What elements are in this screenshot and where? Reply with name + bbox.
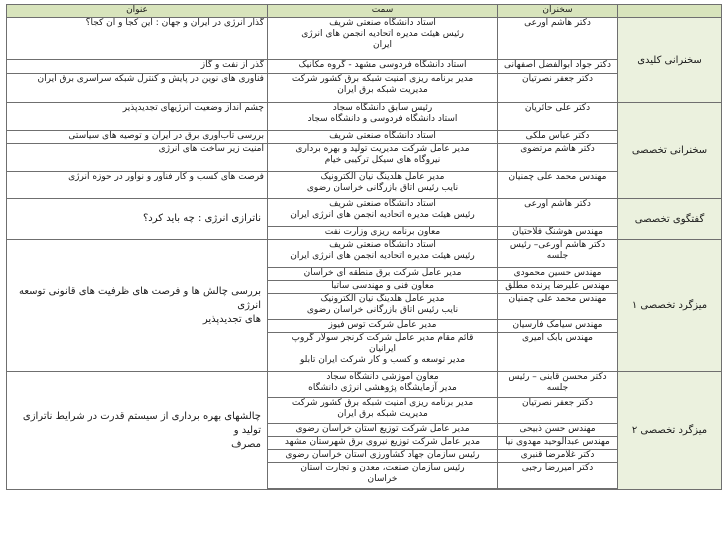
- speaker-cell: دکتر هاشم اورعی– رئیس جلسه: [498, 240, 618, 268]
- role-line: استاد دانشگاه فردوسی و دانشگاه سجاد: [307, 114, 458, 124]
- role-cell: [268, 450, 498, 463]
- speaker-cell: مهندس عبدالوحید مهدوی نیا: [498, 437, 618, 450]
- role-line: استاد دانشگاه صنعتی شریف: [329, 240, 436, 250]
- spacer-cell: [268, 489, 498, 490]
- role-line: مدیر عامل هلدینگ نیان الکترونیک: [320, 294, 445, 304]
- role-line: رئیس هیئت مدیره اتحادیه انجمن های انرژی: [301, 29, 464, 39]
- title-line: گذر از نفت و گاز: [200, 60, 264, 70]
- title-line: بررسی تاب‌آوری برق در ایران و توصیه های سیاستی: [68, 131, 264, 141]
- role-line: رئیس سابق دانشگاه سجاد: [332, 103, 433, 113]
- role-cell: [268, 74, 498, 103]
- header-speaker: سخنران: [498, 5, 618, 18]
- table-row: [7, 240, 722, 268]
- title-line: ناترازی انرژی : چه باید کرد؟: [142, 213, 261, 224]
- speaker-cell: دکتر جواد ابوالفضل اصفهانی: [498, 60, 618, 74]
- table-row: [7, 103, 722, 131]
- role-line: خراسان: [367, 474, 398, 484]
- speaker-cell: دکتر هاشم اورعی: [498, 199, 618, 227]
- session-dialogue: گفتگوی تخصصی: [618, 199, 722, 240]
- speaker-cell: دکتر هاشم مرتضوی: [498, 144, 618, 172]
- speaker-cell: [498, 372, 618, 398]
- header-title: عنوان: [7, 5, 268, 18]
- role-line: ایرانیان: [368, 344, 397, 354]
- table-row: [7, 60, 722, 74]
- role-cell: [268, 398, 498, 424]
- role-cell: [268, 320, 498, 333]
- role-line: رئیس سازمان جهاد کشاورزی استان خراسان رضوی: [285, 450, 480, 460]
- title-cell: [7, 103, 268, 131]
- program-table: [6, 4, 722, 490]
- speaker-cell: دکتر عباس ملکی: [498, 131, 618, 144]
- table-row: [7, 131, 722, 144]
- speaker-cell: دکتر هاشم اورعی: [498, 18, 618, 60]
- role-cell: [268, 437, 498, 450]
- title-line: های تجدیدپذیر: [202, 313, 261, 325]
- role-cell: [268, 131, 498, 144]
- role-cell: [268, 240, 498, 268]
- title-line: بررسی چالش ها و فرصت های ظرفیت های قانونی توسعه انرژی: [18, 285, 261, 311]
- role-line: رئیس سازمان صنعت، معدن و تجارت استان: [300, 463, 465, 473]
- role-cell: [268, 199, 498, 227]
- role-cell: [268, 60, 498, 74]
- title-cell: [7, 144, 268, 172]
- role-line: مدیر عامل شرکت توزیع استان خراسان رضوی: [295, 424, 470, 434]
- speaker-cell: دکتر علی حائریان: [498, 103, 618, 131]
- speaker-cell: مهندس محمد علی چمنیان: [498, 172, 618, 199]
- role-line: مدیر برنامه ریزی امنیت شبکه برق کشور شرکت: [291, 74, 474, 84]
- table-row: [7, 18, 722, 60]
- speaker-cell: مهندس هوشنگ فلاحتیان: [498, 227, 618, 240]
- title-line: فناوری های نوین در پایش و کنترل شبکه سراسری برق ایران: [37, 74, 264, 84]
- role-line: استاد دانشگاه صنعتی شریف: [329, 199, 436, 209]
- role-line: رئیس هیئت مدیره اتحادیه انجمن های انرژی ایران: [290, 210, 475, 220]
- role-line: نایب رئیس اتاق بازرگانی خراسان رضوی: [306, 305, 459, 315]
- speaker-cell: مهندس محمد علی چمنیان: [498, 294, 618, 320]
- table-row: [7, 172, 722, 199]
- title-line: چشم انداز وضعیت انرژیهای تجدیدپذیر: [122, 103, 264, 113]
- title-line: مصرف: [231, 438, 261, 450]
- table-row: [7, 199, 722, 227]
- role-line: مدیر عامل شرکت توزیع نیروی برق شهرستان مشهد: [284, 437, 481, 447]
- role-line: معاون فنی و مهندسی ساتبا: [331, 281, 434, 291]
- role-line: استاد دانشگاه فردوسی مشهد - گروه مکانیک: [298, 60, 467, 70]
- role-cell: [268, 103, 498, 131]
- role-line: مدیر توسعه و کسب و کار شرکت ایران تابلو: [299, 355, 466, 365]
- spacer-cell: [498, 489, 618, 490]
- role-line: ایران: [372, 40, 393, 50]
- role-cell: [268, 294, 498, 320]
- title-cell: [7, 131, 268, 144]
- speaker-name: دکتر محسن قابنی – رئیس جلسه: [508, 372, 607, 393]
- title-line: فرصت های کسب و کار فناور و نوآور در حوزه انرژی: [68, 172, 264, 182]
- session-panel-2: میزگرد تخصصی ۲: [618, 372, 722, 490]
- title-cell: [7, 172, 268, 199]
- session-keynote: سخنرانی کلیدی: [618, 18, 722, 103]
- speaker-cell: مهندس حسین محمودی: [498, 268, 618, 281]
- role-line: قائم مقام مدیر عامل شرکت کرنجر سولار گروپ: [291, 333, 474, 343]
- role-line: معاون آموزشی دانشگاه سجاد: [326, 372, 439, 382]
- role-line: استاد دانشگاه صنعتی شریف: [329, 131, 436, 141]
- role-line: مدیر عامل شرکت برق منطقه ای خراسان: [303, 268, 462, 278]
- role-line: رئیس هیئت مدیره اتحادیه انجمن های انرژی ایران: [290, 251, 475, 261]
- role-cell: [268, 172, 498, 199]
- role-line: مدیر برنامه ریزی امنیت شبکه برق کشور شرکت: [291, 398, 474, 408]
- session-panel-1: میزگرد تخصصی ۱: [618, 240, 722, 372]
- role-cell: [268, 268, 498, 281]
- session-specialized: سخنرانی تخصصی: [618, 103, 722, 199]
- role-cell: [268, 227, 498, 240]
- role-cell: [268, 18, 498, 60]
- speaker-cell: دکتر امیررضا رجبی: [498, 463, 618, 489]
- header-row: [7, 5, 722, 18]
- table-row: [7, 372, 722, 398]
- title-line: امنیت زیر ساخت های انرژی: [158, 144, 264, 154]
- title-cell: [7, 240, 268, 372]
- speaker-cell: دکتر جعفر نصرتیان: [498, 74, 618, 103]
- speaker-cell: دکتر جعفر نصرتیان: [498, 398, 618, 424]
- role-line: مدیریت شبکه برق ایران: [337, 85, 428, 95]
- title-cell: [7, 18, 268, 60]
- speaker-cell: مهندس حسن ذبیحی: [498, 424, 618, 437]
- role-line: مدیر آزمایشگاه پژوهشی انرژی دانشگاه: [308, 383, 457, 393]
- title-cell: [7, 199, 268, 240]
- role-cell: [268, 372, 498, 398]
- role-cell: [268, 333, 498, 372]
- role-line: نایب رئیس اتاق بازرگانی خراسان رضوی: [306, 183, 459, 193]
- role-line: استاد دانشگاه صنعتی شریف: [329, 18, 436, 28]
- table-row: [7, 74, 722, 103]
- role-line: مدیریت شبکه برق ایران: [337, 409, 428, 419]
- role-cell: [268, 424, 498, 437]
- role-cell: [268, 463, 498, 489]
- title-cell: [7, 74, 268, 103]
- speaker-cell: مهندس بابک امیری: [498, 333, 618, 372]
- table-row: [7, 144, 722, 172]
- speaker-cell: دکتر غلامرضا قنبری: [498, 450, 618, 463]
- speaker-cell: مهندس سیامک فارسیان: [498, 320, 618, 333]
- title-line: چالشهای بهره برداری از سیستم قدرت در شرایط ناترازی تولید و: [22, 410, 261, 436]
- role-cell: [268, 281, 498, 294]
- title-cell: [7, 372, 268, 490]
- role-line: مدیر عامل هلدینگ نیان الکترونیک: [320, 172, 445, 182]
- header-session: [618, 5, 722, 18]
- title-line: گذار انرژی در ایران و جهان : این کجا و آن کجا؟: [85, 18, 264, 28]
- header-role: سمت: [268, 5, 498, 18]
- role-line: معاون برنامه ریزی وزارت نفت: [324, 227, 441, 237]
- speaker-cell: مهندس علیرضا پرنده مطلق: [498, 281, 618, 294]
- role-cell: [268, 144, 498, 172]
- role-line: مدیر عامل شرکت مدیریت تولید و بهره برداری: [295, 144, 470, 154]
- title-cell: [7, 60, 268, 74]
- role-line: نیروگاه های سیکل ترکیبی خیام: [324, 155, 441, 165]
- role-line: مدیر عامل شرکت توس فیوز: [328, 320, 437, 330]
